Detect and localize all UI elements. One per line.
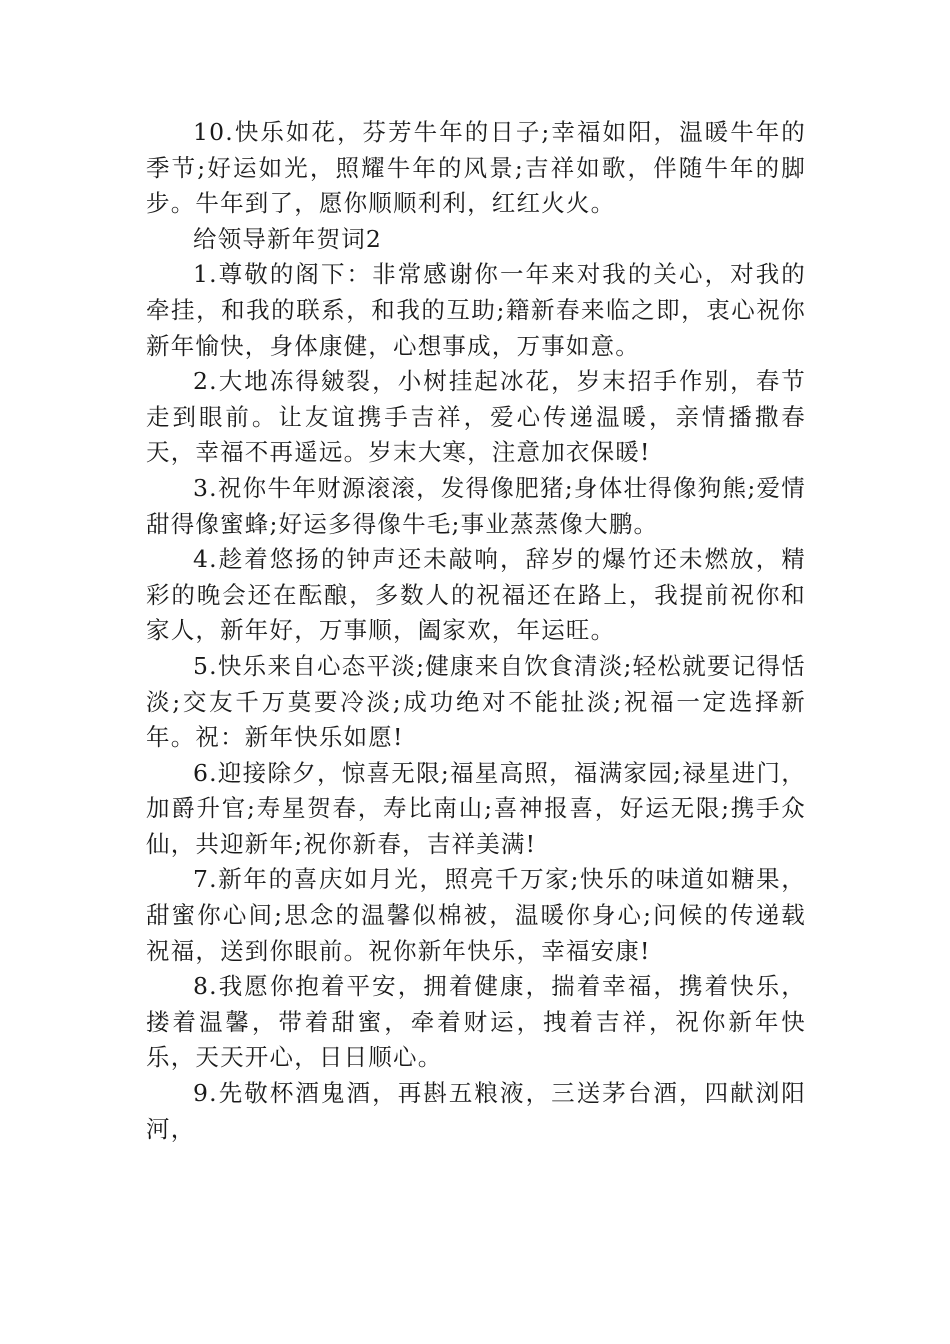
paragraph-wish-10: 10.快乐如花，芬芳牛年的日子;幸福如阳，温暖牛年的季节;好运如光，照耀牛年的风景;吉祥如歌，伴随牛年的脚步。牛年到了，愿你顺顺利利，红红火火。 — [146, 118, 806, 218]
paragraph-wish-3: 3.祝你牛年财源滚滚，发得像肥猪;身体壮得像狗熊;爱情甜得像蜜蜂;好运多得像牛毛;事业蒸蒸像大鹏。 — [146, 473, 806, 538]
paragraph-wish-8: 8.我愿你抱着平安，拥着健康，揣着幸福，携着快乐，搂着温馨，带着甜蜜，牵着财运，拽着吉祥，祝你新年快乐，天天开心，日日顺心。 — [146, 972, 806, 1072]
paragraph-wish-4: 4.趁着悠扬的钟声还未敲响，辞岁的爆竹还未燃放，精彩的晚会还在酝酿，多数人的祝福还在路上，我提前祝你和家人，新年好，万事顺，阖家欢，年运旺。 — [146, 545, 806, 645]
paragraph-wish-1: 1.尊敬的阁下：非常感谢你一年来对我的关心，对我的牵挂，和我的联系，和我的互助;籍新春来临之即，衷心祝你新年愉快，身体康健，心想事成，万事如意。 — [146, 260, 806, 360]
document-body — [146, 115, 806, 1147]
section-heading: 给领导新年贺词2 — [193, 224, 383, 253]
paragraph-wish-2: 2.大地冻得皴裂，小树挂起冰花，岁末招手作别，春节走到眼前。让友谊携手吉祥，爱心传递温暖，亲情播撒春天，幸福不再遥远。岁末大寒，注意加衣保暖! — [146, 367, 806, 467]
paragraph-wish-6: 6.迎接除夕，惊喜无限;福星高照，福满家园;禄星进门，加爵升官;寿星贺春，寿比南山;喜神报喜，好运无限;携手众仙，共迎新年;祝你新春，吉祥美满! — [146, 758, 806, 858]
paragraph-wish-7: 7.新年的喜庆如月光，照亮千万家;快乐的味道如糖果，甜蜜你心间;思念的温馨似棉被，温暖你身心;问候的传递载祝福，送到你眼前。祝你新年快乐，幸福安康! — [146, 865, 806, 965]
paragraph-wish-5: 5.快乐来自心态平淡;健康来自饮食清淡;轻松就要记得恬淡;交友千万莫要冷淡;成功绝对不能扯淡;祝福一定选择新年。祝：新年快乐如愿! — [146, 651, 806, 752]
paragraph-wish-9: 9.先敬杯酒鬼酒，再斟五粮液，三送茅台酒，四献浏阳河， — [146, 1079, 806, 1143]
